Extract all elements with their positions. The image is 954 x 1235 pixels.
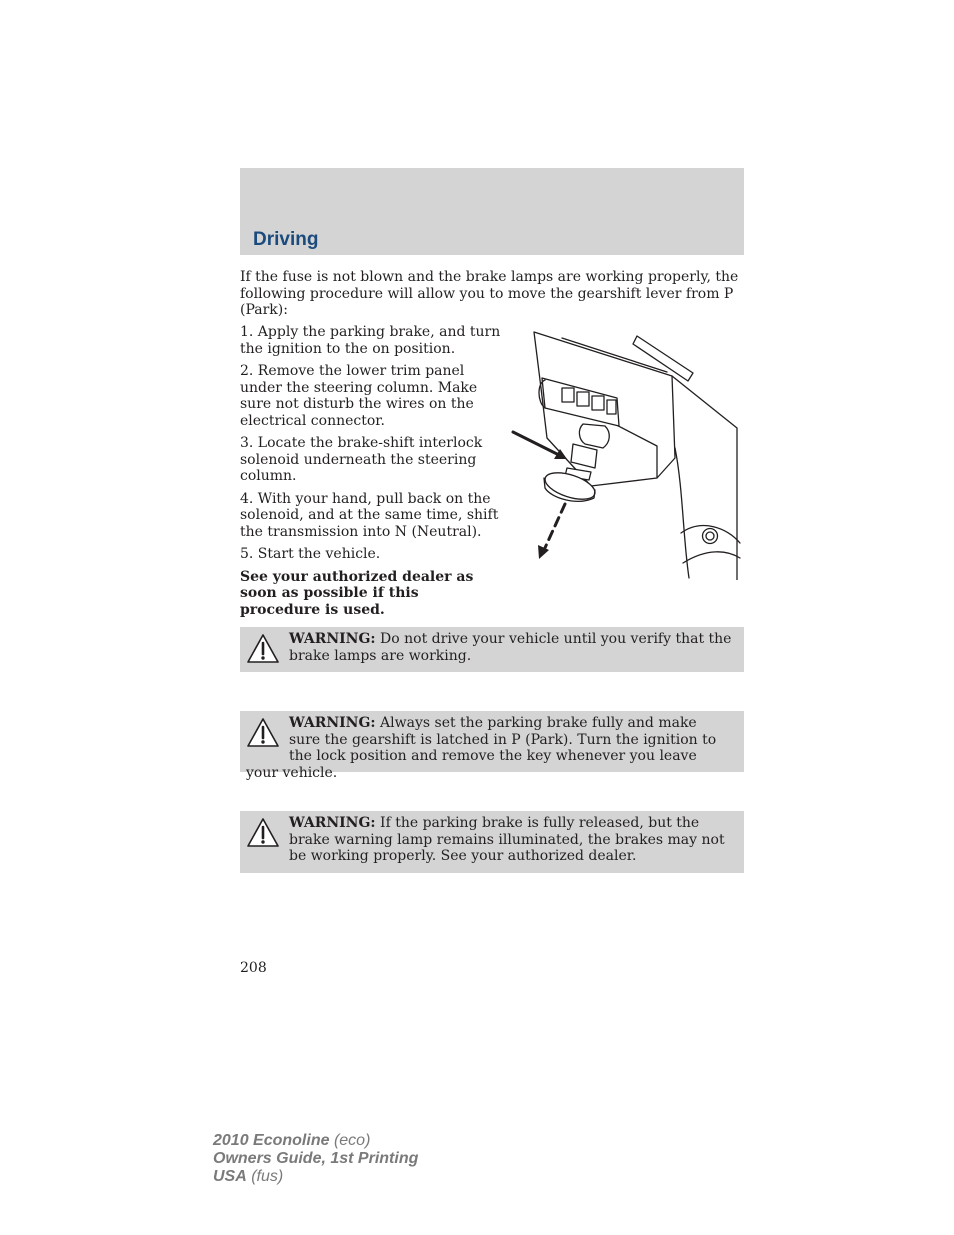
warning-triangle-icon — [247, 817, 279, 849]
warning-box-3 — [240, 811, 744, 873]
warning-text: If the parking brake is fully released, but the brake warning lamp remains illuminated, the brakes may not be working properly. See your authorized dealer. — [289, 815, 725, 864]
footer-model: 2010 Econoline — [213, 1132, 330, 1149]
step-2: 2. Remove the lower trim panel under the steering column. Make sure not disturb the wires on the electrical connector. — [240, 363, 478, 429]
section-title: Driving — [253, 229, 319, 250]
footer-line-3 — [213, 1168, 418, 1186]
procedure-steps — [240, 324, 502, 624]
warning-label: WARNING: — [289, 715, 376, 731]
footer-model-code: (eco) — [329, 1132, 371, 1149]
footer-market: USA — [213, 1168, 247, 1185]
warning-label: WARNING: — [289, 815, 376, 831]
page-number: 208 — [240, 960, 267, 976]
warning-box-2 — [240, 711, 744, 781]
step-4: 4. With your hand, pull back on the solenoid, and at the same time, shift the transmission into N (Neutral). — [240, 490, 499, 540]
step-3: 3. Locate the brake-shift interlock solenoid underneath the steering column. — [240, 435, 483, 484]
section-header-band — [240, 168, 744, 255]
brake-shift-interlock-illustration — [507, 328, 744, 580]
warning-text: Do not drive your vehicle until you verify that the brake lamps are working. — [289, 631, 732, 664]
footer-line-1 — [213, 1132, 418, 1150]
warning-text: Always set the parking brake fully and make sure the gearshift is latched in P (Park). Turn the ignition to the lock position and remove the key whenever you leave your vehicle. — [246, 715, 717, 781]
intro-paragraph: If the fuse is not blown and the brake lamps are working properly, the following procedure will allow you to move the gearshift lever from P (Park): — [240, 269, 739, 318]
warning-triangle-icon — [247, 633, 279, 665]
warning-label: WARNING: — [289, 631, 376, 647]
step-5: 5. Start the vehicle. — [240, 546, 381, 562]
footer-line-2: Owners Guide, 1st Printing — [213, 1150, 419, 1167]
warning-box-1 — [240, 627, 744, 672]
dealer-note: See your authorized dealer as soon as possible if this procedure is used. — [240, 568, 474, 618]
warning-triangle-icon — [247, 717, 279, 749]
step-1: 1. Apply the parking brake, and turn the ignition to the on position. — [240, 324, 501, 357]
document-footer — [213, 1132, 418, 1186]
footer-market-code: (fus) — [246, 1168, 284, 1185]
